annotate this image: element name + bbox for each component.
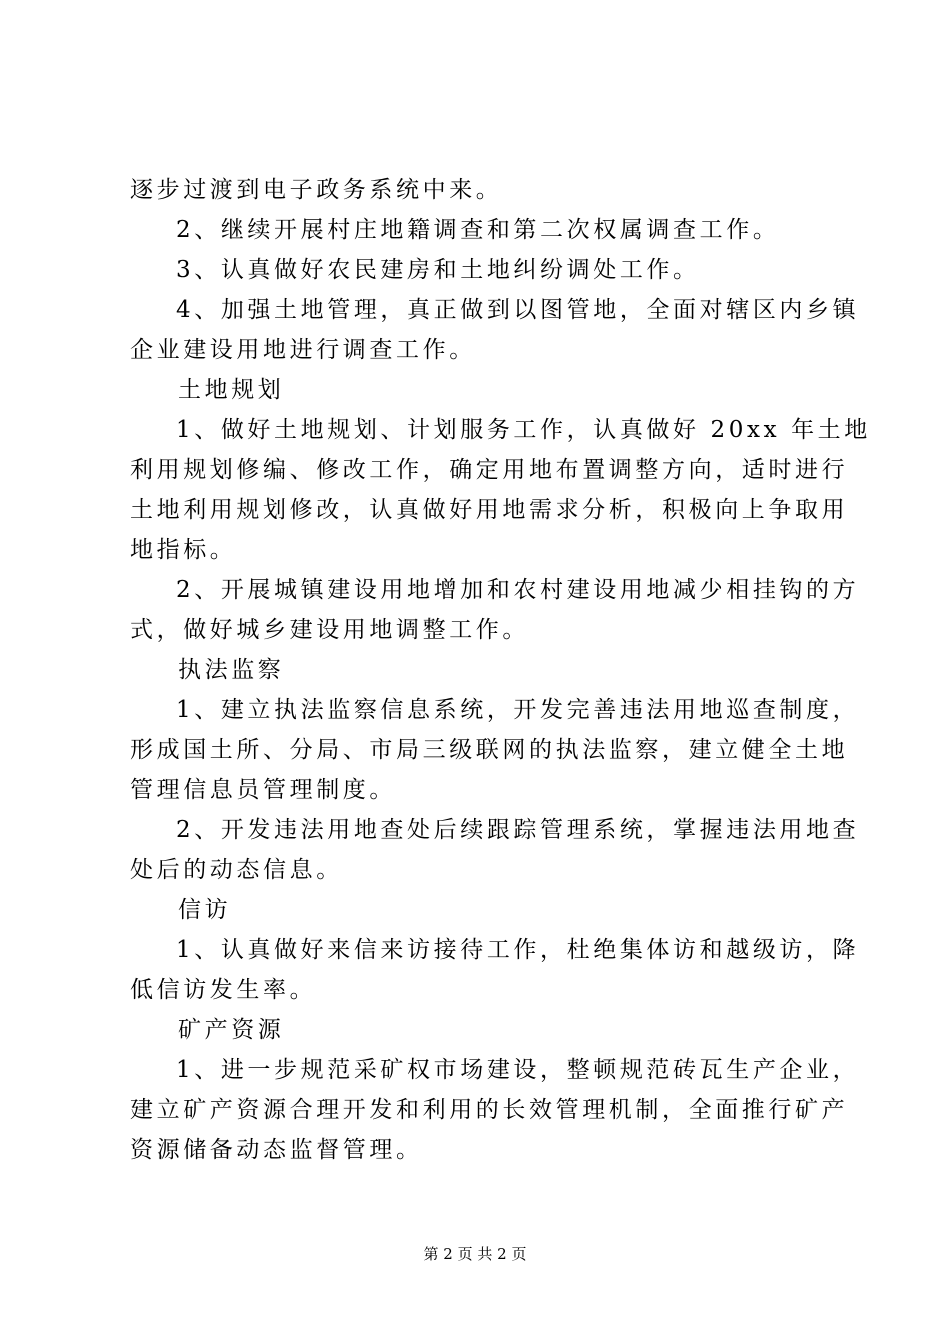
text-line: 企业建设用地进行调查工作。 (130, 337, 476, 363)
text-line: 利用规划修编、修改工作，确定用地布置调整方向，适时进行 (130, 457, 849, 483)
text-line: 管理信息员管理制度。 (130, 777, 396, 803)
section-heading: 矿产资源 (178, 1017, 285, 1043)
text-line: 2、开展城镇建设用地增加和农村建设用地减少相挂钩的方 (176, 577, 860, 603)
section-heading: 土地规划 (178, 377, 285, 403)
text-line: 1、建立执法监察信息系统，开发完善违法用地巡查制度， (176, 697, 860, 723)
text-line: 处后的动态信息。 (130, 857, 343, 883)
text-line: 1、做好土地规划、计划服务工作，认真做好 20xx 年土地 (176, 417, 871, 443)
text-line: 4、加强土地管理，真正做到以图管地，全面对辖区内乡镇 (176, 297, 860, 323)
page-number-footer: 第 2 页 共 2 页 (423, 1245, 527, 1263)
section-heading: 执法监察 (178, 657, 285, 683)
text-line: 低信访发生率。 (130, 977, 317, 1003)
text-line: 资源储备动态监督管理。 (130, 1137, 423, 1163)
text-line: 逐步过渡到电子政务系统中来。 (130, 177, 503, 203)
document-body (130, 170, 871, 1170)
text-line: 2、开发违法用地查处后续跟踪管理系统，掌握违法用地查 (176, 817, 860, 843)
text-line: 1、进一步规范采矿权市场建设，整顿规范砖瓦生产企业， (176, 1057, 860, 1083)
text-line: 形成国土所、分局、市局三级联网的执法监察，建立健全土地 (130, 737, 849, 763)
text-line: 3、认真做好农民建房和土地纠纷调处工作。 (176, 257, 700, 283)
text-line: 1、认真做好来信来访接待工作，杜绝集体访和越级访，降 (176, 937, 860, 963)
text-line: 建立矿产资源合理开发和利用的长效管理机制，全面推行矿产 (130, 1097, 849, 1123)
text-line: 地指标。 (130, 537, 237, 563)
section-heading: 信访 (178, 897, 232, 923)
text-line: 土地利用规划修改，认真做好用地需求分析，积极向上争取用 (130, 497, 849, 523)
text-line: 2、继续开展村庄地籍调查和第二次权属调查工作。 (176, 217, 780, 243)
text-line: 式，做好城乡建设用地调整工作。 (130, 617, 529, 643)
